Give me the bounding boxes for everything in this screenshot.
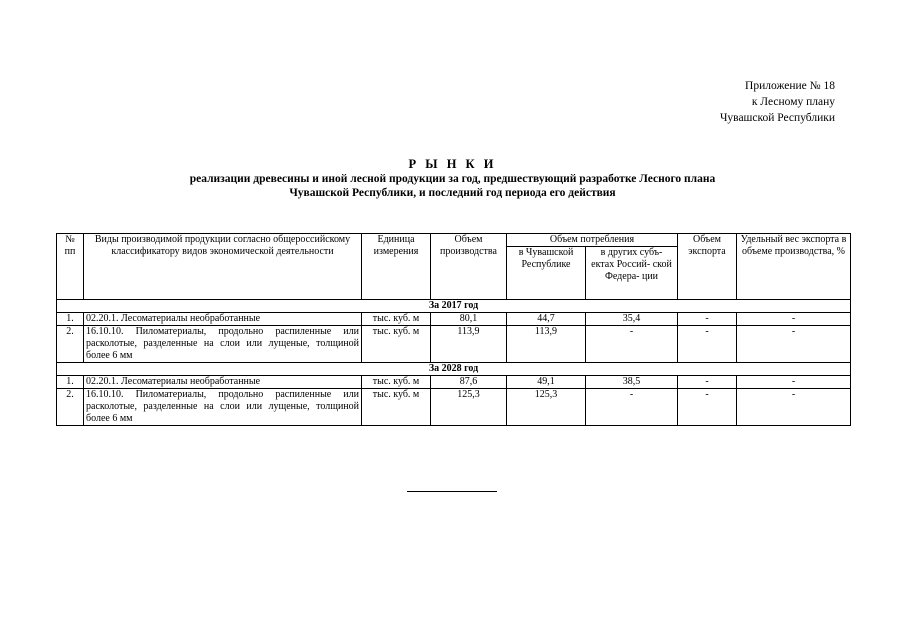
appendix-header [720, 78, 835, 126]
cell-chuvash: 44,7 [507, 313, 586, 326]
cell-num: 1. [57, 376, 84, 389]
cell-chuvash: 125,3 [507, 389, 586, 426]
section-label: За 2017 год [57, 300, 851, 313]
cell-export: - [678, 326, 737, 363]
header-row [57, 234, 851, 247]
cell-chuvash: 49,1 [507, 376, 586, 389]
markets-table [56, 233, 851, 426]
cell-num: 2. [57, 389, 84, 426]
cell-num: 1. [57, 313, 84, 326]
appendix-region: Чувашской Республики [719, 112, 835, 124]
cell-other-regions: 38,5 [586, 376, 678, 389]
appendix-plan: к Лесному плану [751, 96, 835, 108]
cell-unit: тыс. куб. м [362, 376, 431, 389]
end-separator-line [407, 491, 497, 492]
cell-product-type: 02.20.1. Лесоматериалы необработанные [84, 313, 362, 326]
cell-num: 2. [57, 326, 84, 363]
cell-volume: 113,9 [431, 326, 507, 363]
cell-product-type: 16.10.10. Пиломатериалы, продольно распиленные или расколотые, разделенные на слои или лущеные, толщиной более 6 мм [84, 389, 362, 426]
cell-other-regions: 35,4 [586, 313, 678, 326]
table-row [57, 313, 851, 326]
cell-export-share: - [737, 389, 851, 426]
cell-unit: тыс. куб. м [362, 389, 431, 426]
cell-volume: 87,6 [431, 376, 507, 389]
header-production-volume: Объем производства [431, 234, 507, 300]
header-export-volume: Объем экспорта [678, 234, 737, 300]
header-other-regions: в других субъ- ектах Россий- ской Федера- ции [586, 247, 678, 300]
cell-other-regions: - [586, 389, 678, 426]
cell-product-type: 02.20.1. Лесоматериалы необработанные [84, 376, 362, 389]
title-subtitle-line-1: реализации древесины и иной лесной продукции за год, предшествующий разработке Лесного плана [189, 173, 716, 185]
table-row [57, 326, 851, 363]
cell-chuvash: 113,9 [507, 326, 586, 363]
cell-product-type: 16.10.10. Пиломатериалы, продольно распиленные или расколотые, разделенные на слои или лущеные, толщиной более 6 мм [84, 326, 362, 363]
cell-volume: 80,1 [431, 313, 507, 326]
cell-volume: 125,3 [431, 389, 507, 426]
header-num: № пп [57, 234, 84, 300]
table-row [57, 376, 851, 389]
cell-export: - [678, 376, 737, 389]
appendix-number: Приложение № 18 [745, 80, 835, 92]
header-product-type: Виды производимой продукции согласно общероссийскому классификатору видов экономической деятельности [84, 234, 362, 300]
title-subtitle-line-2: Чувашской Республики, и последний год периода его действия [289, 187, 616, 199]
cell-export-share: - [737, 313, 851, 326]
header-export-share: Удельный вес экспорта в объеме производства, % [737, 234, 851, 300]
section-label: За 2028 год [57, 363, 851, 376]
header-chuvash: в Чувашской Республике [507, 247, 586, 300]
document-title [0, 156, 905, 200]
cell-unit: тыс. куб. м [362, 313, 431, 326]
cell-export: - [678, 313, 737, 326]
header-consumption-volume: Объем потребления [507, 234, 678, 247]
section-row [57, 363, 851, 376]
cell-export-share: - [737, 376, 851, 389]
table-row [57, 389, 851, 426]
cell-other-regions: - [586, 326, 678, 363]
section-row [57, 300, 851, 313]
cell-export-share: - [737, 326, 851, 363]
cell-export: - [678, 389, 737, 426]
cell-unit: тыс. куб. м [362, 326, 431, 363]
header-unit: Единица измерения [362, 234, 431, 300]
title-main: Р Ы Н К И [408, 157, 497, 171]
